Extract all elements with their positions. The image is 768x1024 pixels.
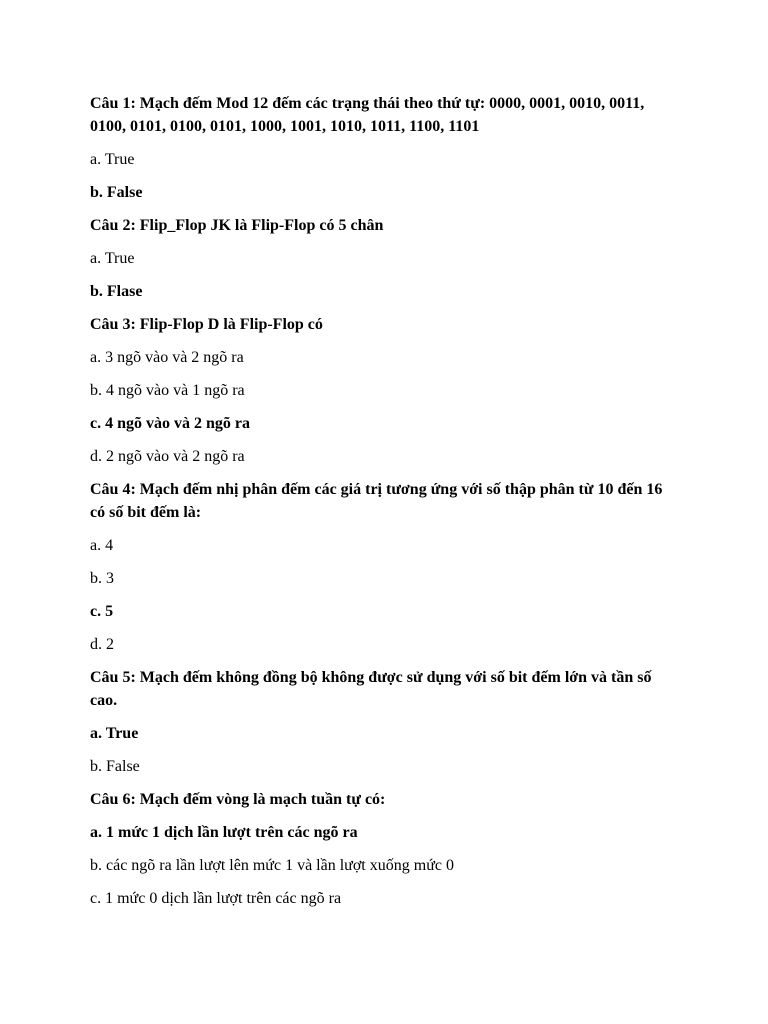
question-6 <box>90 788 680 910</box>
answer-option-correct: b. False <box>90 184 143 201</box>
answer-option: d. 2 ngõ vào và 2 ngõ ra <box>90 448 245 465</box>
question-text: Câu 6: Mạch đếm vòng là mạch tuần tự có: <box>90 791 386 808</box>
question-text: Câu 4: Mạch đếm nhị phân đếm các giá trị tương ứng với số thập phân từ 10 đến 16 có số bit đếm là: <box>90 481 663 521</box>
answer-option: d. 2 <box>90 636 114 653</box>
question-4 <box>90 478 680 656</box>
question-2 <box>90 214 680 303</box>
answer-option: a. True <box>90 151 135 168</box>
answer-option: a. 4 <box>90 537 114 554</box>
answer-option-correct: a. True <box>90 725 139 742</box>
question-text: Câu 2: Flip_Flop JK là Flip-Flop có 5 chân <box>90 217 384 234</box>
answer-option-correct: b. Flase <box>90 283 143 300</box>
answer-option: c. 1 mức 0 dịch lần lượt trên các ngõ ra <box>90 890 342 907</box>
answer-option: a. True <box>90 250 135 267</box>
quiz-document <box>90 92 680 920</box>
answer-option-correct: c. 4 ngõ vào và 2 ngõ ra <box>90 415 250 432</box>
question-text: Câu 5: Mạch đếm không đồng bộ không được sử dụng với số bit đếm lớn và tần số cao. <box>90 669 652 709</box>
question-text: Câu 3: Flip-Flop D là Flip-Flop có <box>90 316 323 333</box>
question-text: Câu 1: Mạch đếm Mod 12 đếm các trạng thái theo thứ tự: 0000, 0001, 0010, 0011, 0100, 0101, 0100, 0101, 1000, 1001, 1010, 1011, 1100, 1101 <box>90 95 645 135</box>
question-3 <box>90 313 680 468</box>
question-5 <box>90 666 680 778</box>
answer-option: b. 4 ngõ vào và 1 ngõ ra <box>90 382 245 399</box>
answer-option-correct: a. 1 mức 1 dịch lần lượt trên các ngõ ra <box>90 824 358 841</box>
question-1 <box>90 92 680 204</box>
answer-option: b. các ngõ ra lần lượt lên mức 1 và lần lượt xuống mức 0 <box>90 857 454 874</box>
answer-option: a. 3 ngõ vào và 2 ngõ ra <box>90 349 244 366</box>
answer-option-correct: c. 5 <box>90 603 114 620</box>
answer-option: b. False <box>90 758 140 775</box>
answer-option: b. 3 <box>90 570 114 587</box>
